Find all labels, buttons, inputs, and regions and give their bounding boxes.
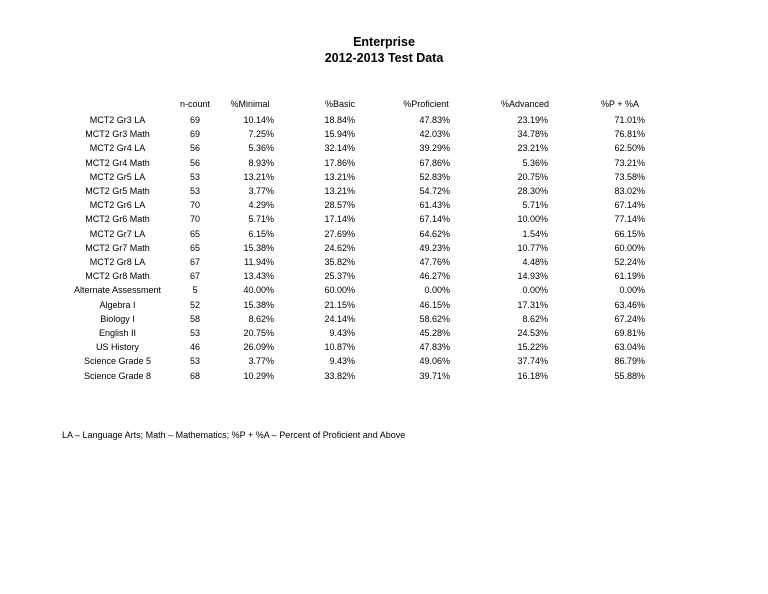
cell-minimal: 26.09% — [243, 342, 274, 353]
cell-proficient: 47.83% — [419, 115, 450, 125]
cell-minimal: 6.15% — [248, 228, 274, 239]
cell-proficient: 52.83% — [419, 171, 450, 182]
row-label: MCT2 Gr3 LA — [89, 115, 146, 125]
cell-advanced: 23.19% — [517, 115, 548, 125]
cell-minimal: 3.77% — [248, 356, 274, 367]
cell-n-count: 53 — [189, 356, 200, 367]
cell-n-count: 67 — [189, 257, 200, 267]
cell-minimal: 40.00% — [243, 285, 274, 296]
cell-basic: 24.14% — [324, 313, 355, 324]
cell-n-count: 5 — [192, 285, 198, 296]
row-label: MCT2 Gr6 Math — [85, 214, 150, 225]
cell-basic: 9.43% — [329, 356, 355, 367]
column-header-n-count: n-count — [179, 99, 211, 109]
cell-basic: 18.84% — [324, 115, 355, 125]
cell-advanced: 5.71% — [522, 200, 548, 211]
cell-p-plus-a: 71.01% — [614, 115, 645, 125]
row-label: MCT2 Gr8 LA — [89, 257, 146, 267]
cell-proficient: 46.27% — [419, 271, 450, 282]
column-header-minimal: %Minimal — [230, 99, 270, 109]
cell-proficient: 46.15% — [419, 299, 450, 310]
cell-p-plus-a: 73.58% — [614, 171, 645, 182]
cell-minimal: 5.71% — [248, 214, 274, 225]
cell-minimal: 20.75% — [243, 328, 274, 338]
cell-p-plus-a: 66.15% — [614, 228, 645, 239]
cell-p-plus-a: 76.81% — [614, 129, 645, 140]
row-label: MCT2 Gr5 Math — [85, 186, 150, 196]
cell-advanced: 8.62% — [522, 313, 548, 324]
row-label: MCT2 Gr8 Math — [85, 271, 150, 282]
row-label: MCT2 Gr4 Math — [85, 157, 150, 168]
document-title: Enterprise — [353, 35, 415, 49]
cell-n-count: 65 — [189, 242, 200, 253]
cell-proficient: 61.43% — [419, 200, 450, 211]
cell-advanced: 24.53% — [517, 328, 548, 338]
cell-proficient: 54.72% — [419, 186, 450, 196]
row-label: MCT2 Gr6 LA — [89, 200, 146, 211]
cell-basic: 9.43% — [329, 328, 355, 338]
cell-advanced: 15.22% — [517, 342, 548, 353]
cell-basic: 13.21% — [324, 171, 355, 182]
cell-n-count: 70 — [189, 214, 200, 225]
cell-minimal: 13.43% — [243, 271, 274, 282]
cell-n-count: 53 — [189, 186, 200, 196]
row-label: MCT2 Gr5 LA — [89, 171, 146, 182]
cell-basic: 28.57% — [324, 200, 355, 211]
cell-proficient: 47.83% — [419, 342, 450, 353]
cell-n-count: 53 — [189, 171, 200, 182]
cell-basic: 10.87% — [324, 342, 355, 353]
cell-minimal: 3.77% — [248, 186, 274, 196]
cell-p-plus-a: 63.46% — [614, 299, 645, 310]
row-label: Algebra I — [99, 299, 136, 310]
cell-proficient: 47.76% — [419, 257, 450, 267]
cell-minimal: 8.93% — [248, 157, 274, 168]
cell-p-plus-a: 60.00% — [614, 242, 645, 253]
cell-basic: 15.94% — [324, 129, 355, 140]
cell-n-count: 56 — [189, 157, 200, 168]
cell-p-plus-a: 62.50% — [614, 143, 645, 154]
cell-advanced: 16.18% — [517, 370, 548, 381]
column-header-p-plus-a: %P + %A — [600, 99, 640, 109]
cell-basic: 17.14% — [324, 214, 355, 225]
cell-advanced: 1.54% — [522, 228, 548, 239]
cell-proficient: 42.03% — [419, 129, 450, 140]
row-label: MCT2 Gr4 LA — [89, 143, 146, 154]
cell-advanced: 34.78% — [517, 129, 548, 140]
cell-advanced: 14.93% — [517, 271, 548, 282]
row-label: MCT2 Gr3 Math — [85, 129, 150, 140]
cell-p-plus-a: 52.24% — [614, 257, 645, 267]
cell-proficient: 39.29% — [419, 143, 450, 154]
cell-basic: 25.37% — [324, 271, 355, 282]
cell-advanced: 10.00% — [517, 214, 548, 225]
cell-basic: 60.00% — [324, 285, 355, 296]
column-header-basic: %Basic — [324, 99, 355, 109]
cell-basic: 17.86% — [324, 157, 355, 168]
cell-n-count: 68 — [189, 370, 200, 381]
cell-n-count: 56 — [189, 143, 200, 154]
cell-minimal: 13.21% — [243, 171, 274, 182]
cell-proficient: 39.71% — [419, 370, 450, 381]
cell-minimal: 4.29% — [248, 200, 274, 211]
cell-basic: 13.21% — [324, 186, 355, 196]
cell-basic: 33.82% — [324, 370, 355, 381]
column-header-proficient: %Proficient — [403, 99, 449, 109]
cell-proficient: 64.62% — [419, 228, 450, 239]
column-header-advanced: %Advanced — [500, 99, 550, 109]
cell-p-plus-a: 67.14% — [614, 200, 645, 211]
row-label: English II — [98, 328, 137, 338]
footnote: LA – Language Arts; Math – Mathematics; %P + %A – Percent of Proficient and Above — [62, 430, 406, 440]
cell-advanced: 23.21% — [517, 143, 548, 154]
cell-p-plus-a: 73.21% — [614, 157, 645, 168]
cell-basic: 35.82% — [324, 257, 355, 267]
cell-advanced: 10.77% — [517, 242, 548, 253]
cell-basic: 27.69% — [324, 228, 355, 239]
cell-n-count: 69 — [189, 129, 200, 140]
cell-proficient: 45.28% — [419, 328, 450, 338]
cell-p-plus-a: 69.81% — [614, 328, 645, 338]
cell-proficient: 67.14% — [419, 214, 450, 225]
cell-p-plus-a: 0.00% — [619, 285, 645, 296]
cell-n-count: 65 — [189, 228, 200, 239]
cell-proficient: 58.62% — [419, 313, 450, 324]
cell-n-count: 58 — [189, 313, 200, 324]
cell-advanced: 28.30% — [517, 186, 548, 196]
cell-p-plus-a: 86.79% — [614, 356, 645, 367]
cell-advanced: 37.74% — [517, 356, 548, 367]
cell-n-count: 52 — [189, 299, 200, 310]
cell-minimal: 15.38% — [243, 242, 274, 253]
cell-p-plus-a: 63.04% — [614, 342, 645, 353]
cell-n-count: 69 — [189, 115, 200, 125]
cell-advanced: 5.36% — [522, 157, 548, 168]
row-label: Science Grade 8 — [83, 370, 152, 381]
cell-proficient: 0.00% — [424, 285, 450, 296]
cell-minimal: 10.29% — [243, 370, 274, 381]
cell-minimal: 7.25% — [248, 129, 274, 140]
cell-p-plus-a: 77.14% — [614, 214, 645, 225]
cell-p-plus-a: 61.19% — [614, 271, 645, 282]
row-label: Biology I — [100, 313, 135, 324]
cell-advanced: 0.00% — [522, 285, 548, 296]
cell-minimal: 11.94% — [244, 257, 274, 267]
cell-basic: 32.14% — [324, 143, 355, 154]
cell-proficient: 49.06% — [419, 356, 450, 367]
cell-p-plus-a: 67.24% — [614, 313, 645, 324]
cell-advanced: 17.31% — [517, 299, 548, 310]
cell-basic: 24.62% — [324, 242, 355, 253]
cell-p-plus-a: 55.88% — [614, 370, 645, 381]
cell-minimal: 10.14% — [243, 115, 274, 125]
row-label: MCT2 Gr7 LA — [89, 228, 146, 239]
cell-minimal: 5.36% — [248, 143, 274, 154]
cell-proficient: 67.86% — [419, 157, 450, 168]
row-label: Science Grade 5 — [83, 356, 152, 367]
document-subtitle: 2012-2013 Test Data — [324, 51, 444, 65]
row-label: US History — [95, 342, 139, 353]
cell-minimal: 8.62% — [248, 313, 274, 324]
cell-minimal: 15.38% — [243, 299, 274, 310]
cell-n-count: 46 — [189, 342, 200, 353]
cell-p-plus-a: 83.02% — [614, 186, 645, 196]
cell-advanced: 4.48% — [522, 257, 548, 267]
cell-advanced: 20.75% — [517, 171, 548, 182]
cell-n-count: 53 — [189, 328, 200, 338]
cell-basic: 21.15% — [324, 299, 355, 310]
row-label: MCT2 Gr7 Math — [85, 242, 150, 253]
cell-n-count: 67 — [189, 271, 200, 282]
cell-n-count: 70 — [189, 200, 200, 211]
cell-proficient: 49.23% — [419, 242, 450, 253]
row-label: Alternate Assessment — [73, 285, 162, 296]
